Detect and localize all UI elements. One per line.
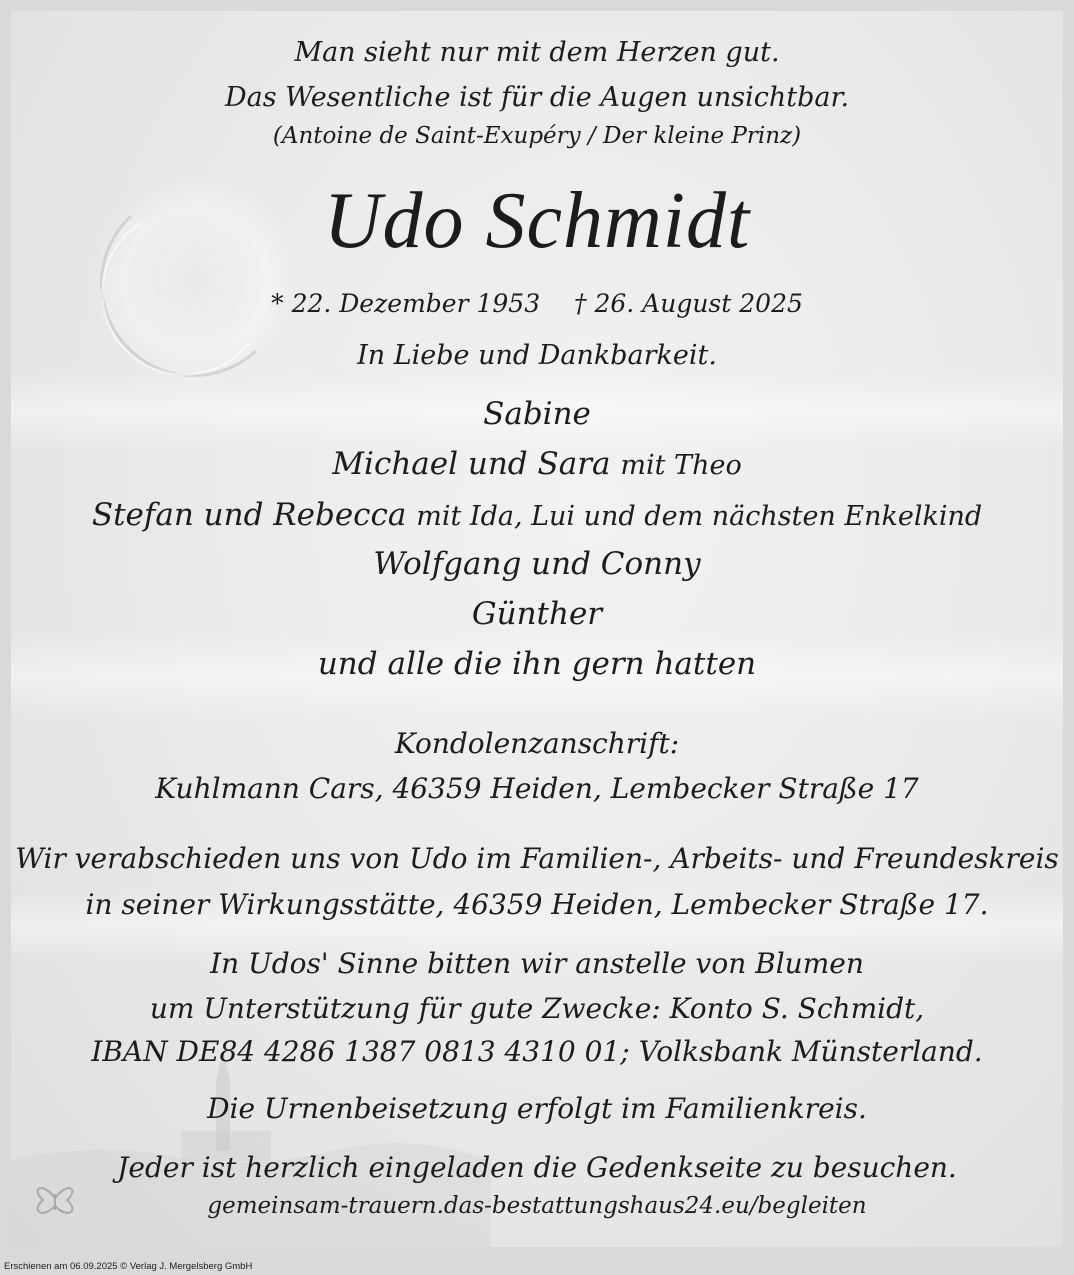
mourner-line [11, 446, 1063, 482]
dedication: In Liebe und Dankbarkeit. [357, 340, 717, 371]
mourner-names: Günther [471, 596, 603, 632]
life-dates [11, 291, 1063, 316]
farewell-line-1: Wir verabschieden uns von Udo im Familien-, Arbeits- und Freundeskreis [15, 842, 1059, 875]
death-symbol: † [574, 289, 587, 318]
memorial-url[interactable]: gemeinsam-trauern.das-bestattungshaus24.eu/begleiten [207, 1193, 867, 1219]
obituary-card [11, 11, 1063, 1247]
obituary-text [11, 11, 1063, 1247]
deceased-name: Udo Schmidt [323, 177, 751, 265]
birth-symbol: * [271, 289, 284, 318]
mourner-names: Sabine [483, 396, 591, 432]
publication-footer: Erschienen am 06.09.2025 © Verlag J. Mergelsberg GmbH [4, 1261, 253, 1272]
mourner-names: Michael und Sara [332, 446, 611, 482]
mourner-extra: mit Theo [620, 450, 742, 481]
memorial-invite: Jeder ist herzlich eingeladen die Gedenkseite zu besuchen. [117, 1151, 957, 1184]
birth-date: 22. Dezember 1953 [291, 289, 541, 318]
mourner-names: und alle die ihn gern hatten [317, 646, 757, 682]
mourner-line [11, 546, 1063, 582]
quote-source: (Antoine de Saint-Exupéry / Der kleine Prinz) [272, 123, 802, 149]
mourner-line [11, 646, 1063, 682]
condolence-label: Kondolenzanschrift: [394, 727, 680, 760]
quote-line-1: Man sieht nur mit dem Herzen gut. [294, 37, 780, 68]
mourner-names: Wolfgang und Conny [373, 546, 701, 582]
death-date: 26. August 2025 [594, 289, 803, 318]
mourner-line [11, 497, 1063, 533]
donation-line-1: In Udos' Sinne bitten wir anstelle von Blumen [210, 947, 864, 980]
mourner-line [11, 596, 1063, 632]
condolence-address: Kuhlmann Cars, 46359 Heiden, Lembecker Straße 17 [155, 772, 919, 805]
mourner-names: Stefan und Rebecca [91, 497, 407, 533]
mourner-extra: mit Ida, Lui und dem nächsten Enkelkind [416, 501, 983, 532]
farewell-line-2: in seiner Wirkungsstätte, 46359 Heiden, Lembecker Straße 17. [85, 888, 989, 921]
donation-line-2: um Unterstützung für gute Zwecke: Konto S. Schmidt, [149, 992, 925, 1025]
donation-line-3: IBAN DE84 4286 1387 0813 4310 01; Volksbank Münsterland. [91, 1035, 983, 1068]
mourner-line [11, 396, 1063, 432]
burial-note: Die Urnenbeisetzung erfolgt im Familienkreis. [207, 1092, 867, 1125]
quote-line-2: Das Wesentliche ist für die Augen unsichtbar. [224, 82, 850, 113]
